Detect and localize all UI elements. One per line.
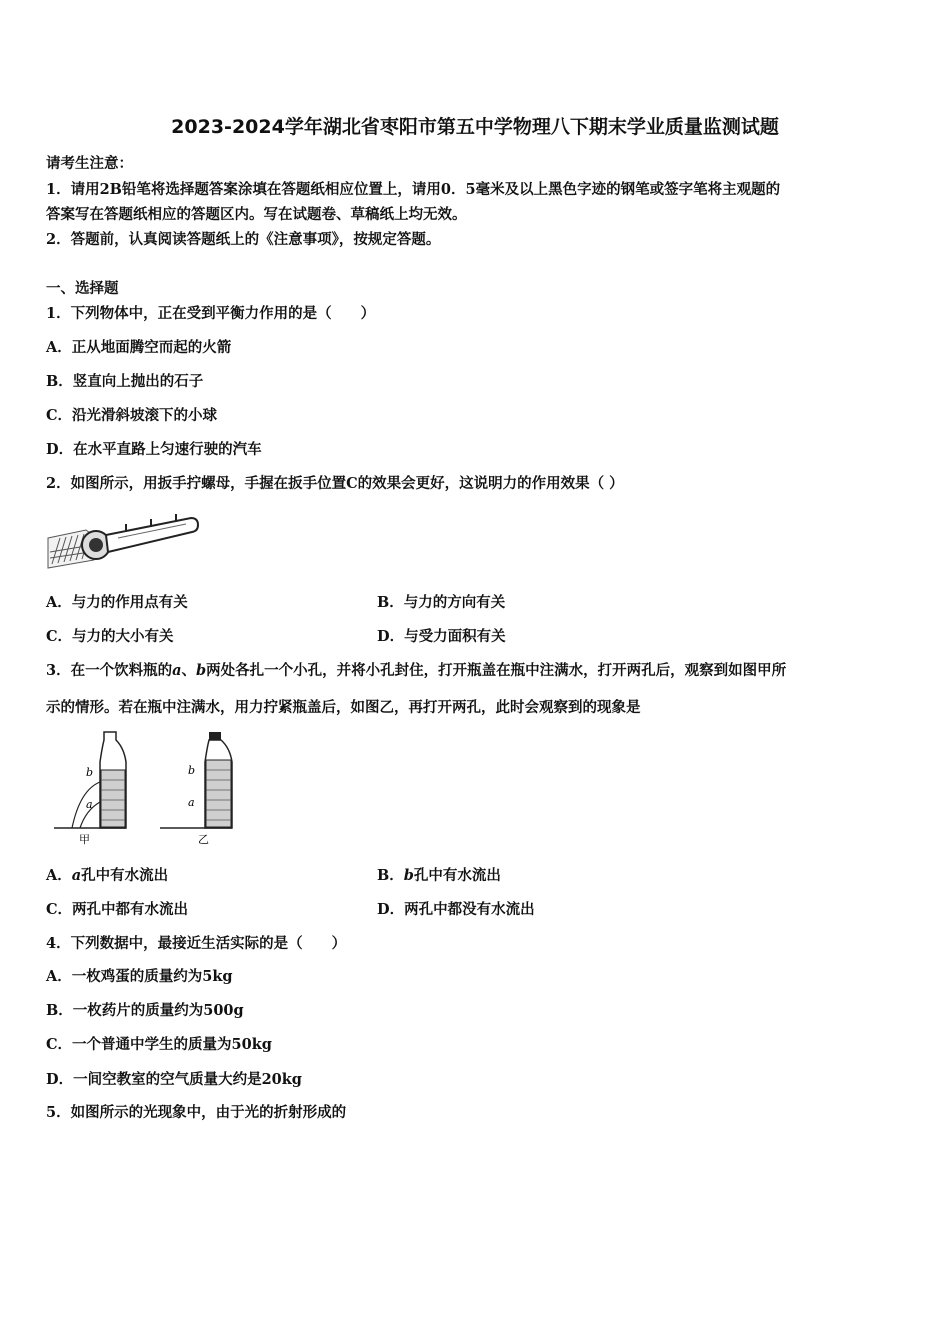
notice-heading: 请考生注意： — [46, 155, 133, 172]
notice-item: 2．答题前，认真阅读答题纸上的《注意事项》，按规定答题。 — [46, 231, 441, 248]
bottle-yi — [160, 732, 232, 828]
option-c: C．沿光滑斜坡滚下的小球 — [46, 407, 218, 424]
option-b: B．一枚药片的质量约为500g — [46, 1002, 244, 1019]
label-a-jia: a — [86, 798, 93, 811]
question-stem-line2: 示的情形。若在瓶中注满水，用力拧紧瓶盖后，如图乙，再打开两孔，此时会观察到的现象是 — [46, 699, 641, 716]
section-heading: 一、选择题 — [46, 280, 119, 297]
option-prefix: B． — [377, 867, 404, 884]
page-title: 2023-2024学年湖北省枣阳市第五中学物理八下期末学业质量监测试题 — [171, 116, 779, 138]
notice-item: 答案写在答题纸相应的答题区内。写在试题卷、草稿纸上均无效。 — [46, 206, 467, 223]
question-stem: 2．如图所示，用扳手拧螺母，手握在扳手位置C的效果会更好，这说明力的作用效果（ ） — [46, 475, 624, 492]
label-a-yi: a — [188, 796, 195, 809]
label-jia: 甲 — [79, 833, 90, 846]
option-a: A．与力的作用点有关 — [46, 594, 188, 611]
question-stem: 4．下列数据中，最接近生活实际的是（ ） — [46, 935, 347, 952]
option-c: C．与力的大小有关 — [46, 628, 174, 645]
option-c: C．一个普通中学生的质量为50kg — [46, 1036, 272, 1053]
option-d: D．一间空教室的空气质量大约是20kg — [46, 1071, 302, 1088]
option-text: 孔中有水流出 — [81, 867, 169, 884]
nut — [89, 538, 103, 552]
bottle-jia — [54, 732, 126, 828]
option-d: D．与受力面积有关 — [377, 628, 506, 645]
notice-item: 1．请用2B铅笔将选择题答案涂填在答题纸相应位置上，请用0．5毫米及以上黑色字迹的钢笔或签字笔将主观题的 — [46, 181, 781, 198]
option-a: A．正从地面腾空而起的火箭 — [46, 339, 232, 356]
var-b: b — [196, 662, 207, 679]
stem-text: 两处各扎一个小孔，并将小孔封住，打开瓶盖在瓶中注满水，打开两孔后，观察到如图甲所 — [206, 662, 787, 679]
label-b-jia: b — [86, 766, 94, 779]
label-yi: 乙 — [198, 833, 209, 846]
option-prefix: A． — [46, 867, 72, 884]
option-text: 孔中有水流出 — [413, 867, 501, 884]
var-a: a — [172, 662, 182, 679]
option-b — [377, 864, 501, 885]
label-b-yi: b — [188, 764, 196, 777]
question-stem — [46, 659, 786, 680]
question-stem: 5．如图所示的光现象中，由于光的折射形成的 — [46, 1104, 347, 1121]
stem-text: 3．在一个饮料瓶的 — [46, 662, 173, 679]
wrench-figure — [46, 508, 201, 573]
stem-sep: 、 — [181, 662, 196, 679]
option-d: D．在水平直路上匀速行驶的汽车 — [46, 441, 262, 458]
bottle-figure — [50, 730, 240, 848]
option-a — [46, 864, 168, 885]
option-d: D．两孔中都没有水流出 — [377, 901, 535, 918]
option-a: A．一枚鸡蛋的质量约为5kg — [46, 968, 233, 985]
option-b: B．与力的方向有关 — [377, 594, 506, 611]
option-b: B．竖直向上抛出的石子 — [46, 373, 204, 390]
var-b: b — [403, 867, 414, 884]
option-c: C．两孔中都有水流出 — [46, 901, 189, 918]
var-a: a — [71, 867, 82, 884]
question-stem: 1．下列物体中，正在受到平衡力作用的是（ ） — [46, 305, 376, 322]
